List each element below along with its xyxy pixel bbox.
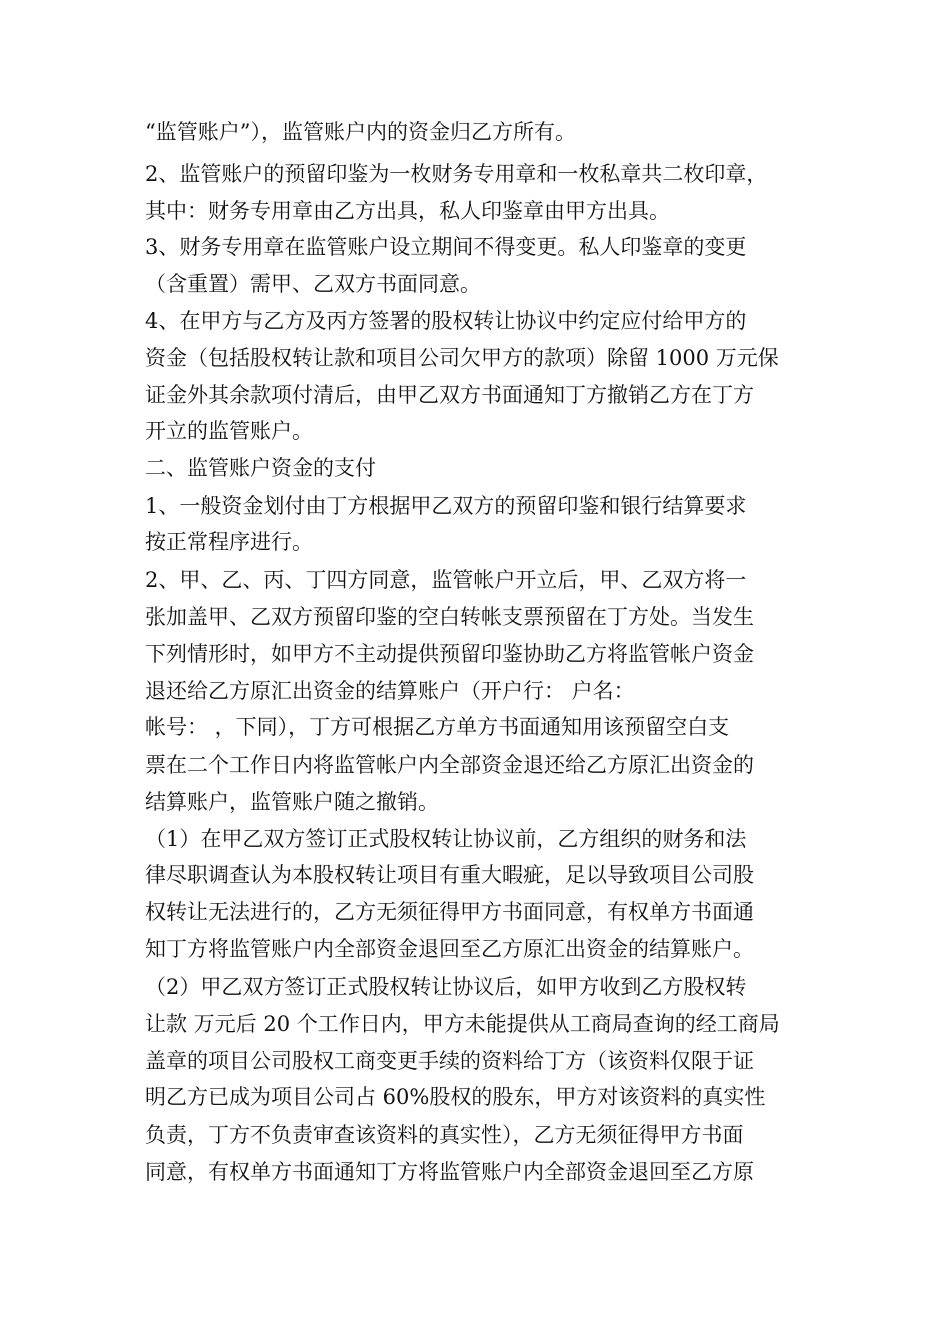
text-line: 让款 万元后 20 个工作日内，甲方未能提供从工商局查询的经工商局 [145, 1012, 780, 1036]
text-line: 盖章的项目公司股权工商变更手续的资料给丁方（该资料仅限于证 [145, 1049, 754, 1073]
text-line: 其中：财务专用章由乙方出具，私人印鉴章由甲方出具。 [145, 199, 670, 223]
text-line: 证金外其余款项付清后，由甲乙双方书面通知丁方撤销乙方在丁方 [145, 383, 754, 407]
text-line: 律尽职调查认为本股权转让项目有重大暇疵，足以导致项目公司股 [145, 863, 754, 887]
text-line: （2）甲乙双方签订正式股权转让协议后，如甲方收到乙方股权转 [145, 975, 747, 999]
text-line: 资金（包括股权转让款和项目公司欠甲方的款项）除留 1000 万元保 [145, 346, 779, 370]
text-line: 3、财务专用章在监管账户设立期间不得变更。私人印鉴章的变更 [145, 235, 747, 259]
text-line: 2、监管账户的预留印鉴为一枚财务专用章和一枚私章共二枚印章， [145, 162, 768, 186]
text-line: 权转让无法进行的，乙方无须征得甲方书面同意，有权单方书面通 [145, 900, 754, 924]
text-line: 知丁方将监管账户内全部资金退回至乙方原汇出资金的结算账户。 [145, 937, 754, 961]
text-line: 下列情形时，如甲方不主动提供预留印鉴协助乙方将监管帐户资金 [145, 642, 754, 666]
text-line: 结算账户，监管账户随之撤销。 [145, 790, 439, 814]
text-line: 2、甲、乙、丙、丁四方同意，监管帐户开立后，甲、乙双方将一 [145, 568, 747, 592]
text-line: 4、在甲方与乙方及丙方签署的股权转让协议中约定应付给甲方的 [145, 309, 747, 333]
text-line: 同意，有权单方书面通知丁方将监管账户内全部资金退回至乙方原 [145, 1160, 754, 1184]
text-line: 按正常程序进行。 [145, 530, 313, 554]
text-line: 退还给乙方原汇出资金的结算账户（开户行： 户名： [145, 679, 635, 703]
text-line: 开立的监管账户。 [145, 419, 313, 443]
text-line: 1、一般资金划付由丁方根据甲乙双方的预留印鉴和银行结算要求 [145, 494, 747, 518]
text-line: 明乙方已成为项目公司占 60%股权的股东，甲方对该资料的真实性 [145, 1085, 766, 1109]
text-line: 张加盖甲、乙双方预留印鉴的空白转帐支票预留在丁方处。当发生 [145, 605, 754, 629]
text-line: 帐号： ，下同），丁方可根据乙方单方书面通知用该预留空白支 [145, 715, 730, 739]
text-line: “监管账户”），监管账户内的资金归乙方所有。 [145, 120, 576, 144]
text-line: （1）在甲乙双方签订正式股权转让协议前，乙方组织的财务和法 [145, 827, 747, 851]
text-line: 二、监管账户资金的支付 [145, 456, 376, 480]
text-line: 负责，丁方不负责审查该资料的真实性），乙方无须征得甲方书面 [145, 1123, 744, 1147]
text-line: 票在二个工作日内将监管帐户内全部资金退还给乙方原汇出资金的 [145, 753, 754, 777]
text-line: （含重置）需甲、乙双方书面同意。 [145, 272, 481, 296]
